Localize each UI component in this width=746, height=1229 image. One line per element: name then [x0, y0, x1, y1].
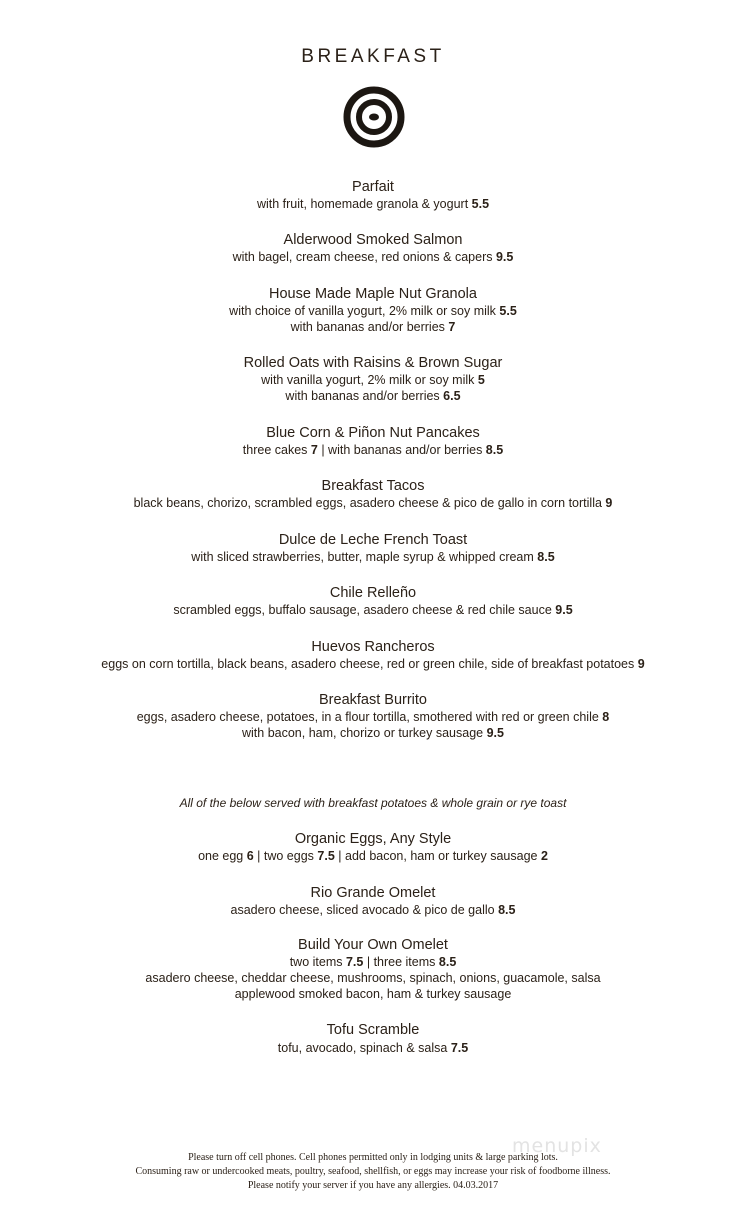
menu-item-desc: with fruit, homemade granola & yogurt 5.5: [256, 197, 490, 211]
footer-line: Consuming raw or undercooked meats, poultry, seafood, shellfish, or eggs may increase your risk of foodborne illness.: [135, 1166, 611, 1177]
menu-item-name: Organic Eggs, Any Style: [294, 831, 452, 847]
menu-item-desc: three cakes 7 | with bananas and/or berries 8.5: [242, 443, 504, 457]
menu-item-desc: one egg 6 | two eggs 7.5 | add bacon, ham or turkey sausage 2: [198, 849, 548, 863]
menu-item-name: Breakfast Burrito: [319, 692, 427, 708]
menu-item-desc: with bananas and/or berries 6.5: [285, 389, 461, 403]
menu-item-desc: eggs on corn tortilla, black beans, asadero cheese, red or green chile, side of breakfast potatoes 9: [101, 657, 645, 671]
menu-item-desc: with choice of vanilla yogurt, 2% milk or soy milk 5.5: [229, 304, 517, 318]
menu-item-desc: tofu, avocado, spinach & salsa 7.5: [277, 1041, 469, 1055]
menu-item-name: House Made Maple Nut Granola: [269, 286, 477, 302]
menu-item-name: Build Your Own Omelet: [298, 937, 448, 953]
menu-item-desc: with vanilla yogurt, 2% milk or soy milk 5: [261, 373, 485, 387]
menu-item-desc: black beans, chorizo, scrambled eggs, asadero cheese & pico de gallo in corn tortilla 9: [133, 496, 613, 510]
menu-item-name: Tofu Scramble: [326, 1022, 420, 1038]
menu-item-name: Parfait: [352, 179, 394, 195]
menu-item-name: Dulce de Leche French Toast: [278, 532, 468, 548]
menu-item-desc: asadero cheese, sliced avocado & pico de gallo 8.5: [230, 903, 516, 917]
menu-item-desc: with sliced strawberries, butter, maple syrup & whipped cream 8.5: [191, 550, 555, 564]
menu-item-name: Breakfast Tacos: [321, 478, 425, 494]
menu-item-desc: asadero cheese, cheddar cheese, mushrooms, spinach, onions, guacamole, salsa: [145, 971, 601, 985]
menu-item-desc: scrambled eggs, buffalo sausage, asadero cheese & red chile sauce 9.5: [173, 603, 573, 617]
menu-item-name: Chile Relleño: [329, 585, 417, 601]
footer-line: Please turn off cell phones. Cell phones permitted only in lodging units & large parking lots.: [188, 1152, 558, 1163]
menu-item-name: Alderwood Smoked Salmon: [283, 232, 463, 248]
menu-item-name: Blue Corn & Piñon Nut Pancakes: [266, 425, 480, 441]
section-note: All of the below served with breakfast potatoes & whole grain or rye toast: [179, 796, 567, 810]
menu-item-desc: with bananas and/or berries 7: [290, 320, 456, 334]
menu-item-name: Huevos Rancheros: [311, 639, 435, 655]
menu-item-desc: two items 7.5 | three items 8.5: [289, 955, 457, 969]
menu-item-desc: eggs, asadero cheese, potatoes, in a flour tortilla, smothered with red or green chile 8: [136, 710, 610, 724]
watermark-logo: menupix: [512, 1135, 602, 1157]
menu-item-name: Rio Grande Omelet: [310, 885, 436, 901]
menu-title: BREAKFAST: [301, 46, 445, 67]
footer-line: Please notify your server if you have any allergies. 04.03.2017: [247, 1180, 499, 1191]
menu-item-desc: applewood smoked bacon, ham & turkey sausage: [234, 987, 512, 1001]
menu-item-name: Rolled Oats with Raisins & Brown Sugar: [243, 355, 503, 371]
menu-item-desc: with bacon, ham, chorizo or turkey sausage 9.5: [242, 726, 504, 740]
menu-item-desc: with bagel, cream cheese, red onions & capers 9.5: [232, 250, 514, 264]
spiral-logo-icon: [343, 86, 405, 148]
